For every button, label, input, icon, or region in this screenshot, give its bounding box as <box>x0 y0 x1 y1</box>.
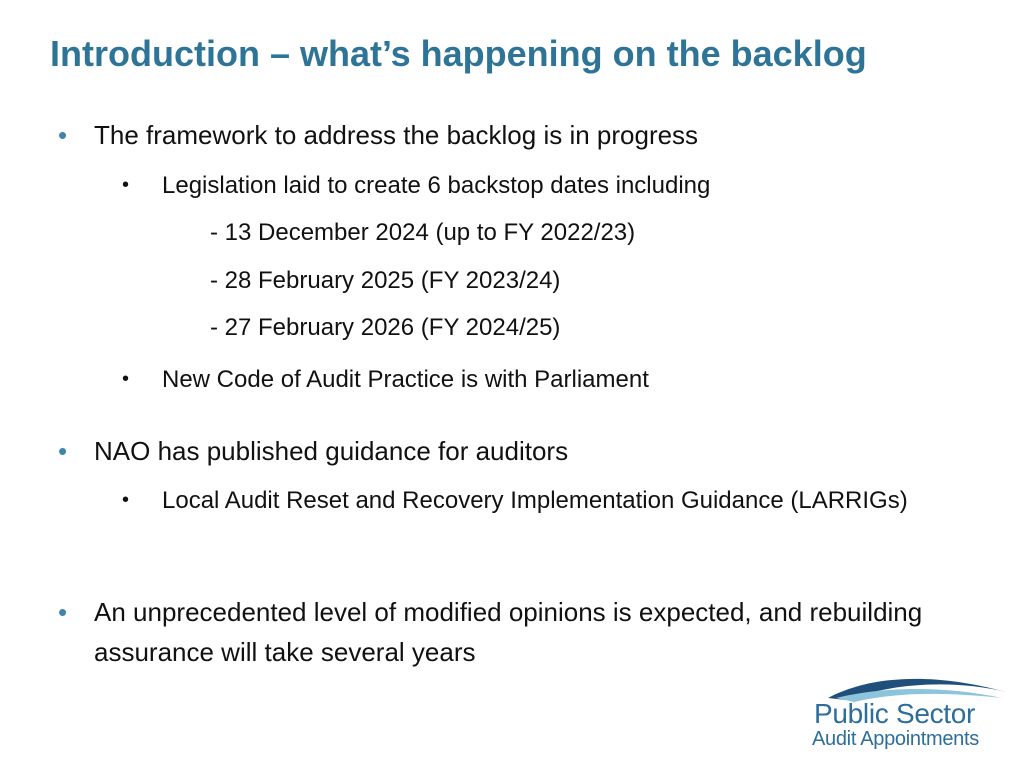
bullet-marker: • <box>58 436 68 466</box>
sub-bullet-text: Local Audit Reset and Recovery Implementation Guidance (LARRIGs) <box>162 487 908 514</box>
bullet-marker: • <box>58 597 68 627</box>
sub-bullet-marker: • <box>122 368 130 390</box>
sub-bullet-marker: • <box>122 174 130 196</box>
sub-bullet-legislation <box>122 168 962 203</box>
bullet-modified-opinions <box>58 592 934 672</box>
bullet-framework <box>58 115 954 155</box>
logo-text-public-sector: Public Sector <box>814 698 976 729</box>
backstop-date-3: - 27 February 2026 (FY 2024/25) <box>210 314 561 341</box>
bullet-text: An unprecedented level of modified opinions is expected, and rebuilding assurance will take several years <box>94 597 923 667</box>
bullet-nao-guidance <box>58 431 954 471</box>
slide-title: Introduction – what’s happening on the backlog <box>50 33 867 74</box>
bullet-marker: • <box>58 120 68 150</box>
sub-bullet-text: Legislation laid to create 6 backstop dates including <box>162 172 711 199</box>
backstop-date-1: - 13 December 2024 (up to FY 2022/23) <box>210 219 636 246</box>
backstop-date-2: - 28 February 2025 (FY 2023/24) <box>210 267 561 294</box>
bullet-text: NAO has published guidance for auditors <box>94 436 569 466</box>
sub-bullet-larrigs <box>122 483 922 518</box>
logo-text-audit-appointments: Audit Appointments <box>812 728 979 750</box>
sub-bullet-text: New Code of Audit Practice is with Parliament <box>162 366 649 393</box>
sub-bullet-code-of-practice <box>122 362 962 397</box>
psaa-logo <box>806 668 1012 760</box>
sub-bullet-marker: • <box>122 489 130 511</box>
bullet-text: The framework to address the backlog is in progress <box>94 120 699 150</box>
